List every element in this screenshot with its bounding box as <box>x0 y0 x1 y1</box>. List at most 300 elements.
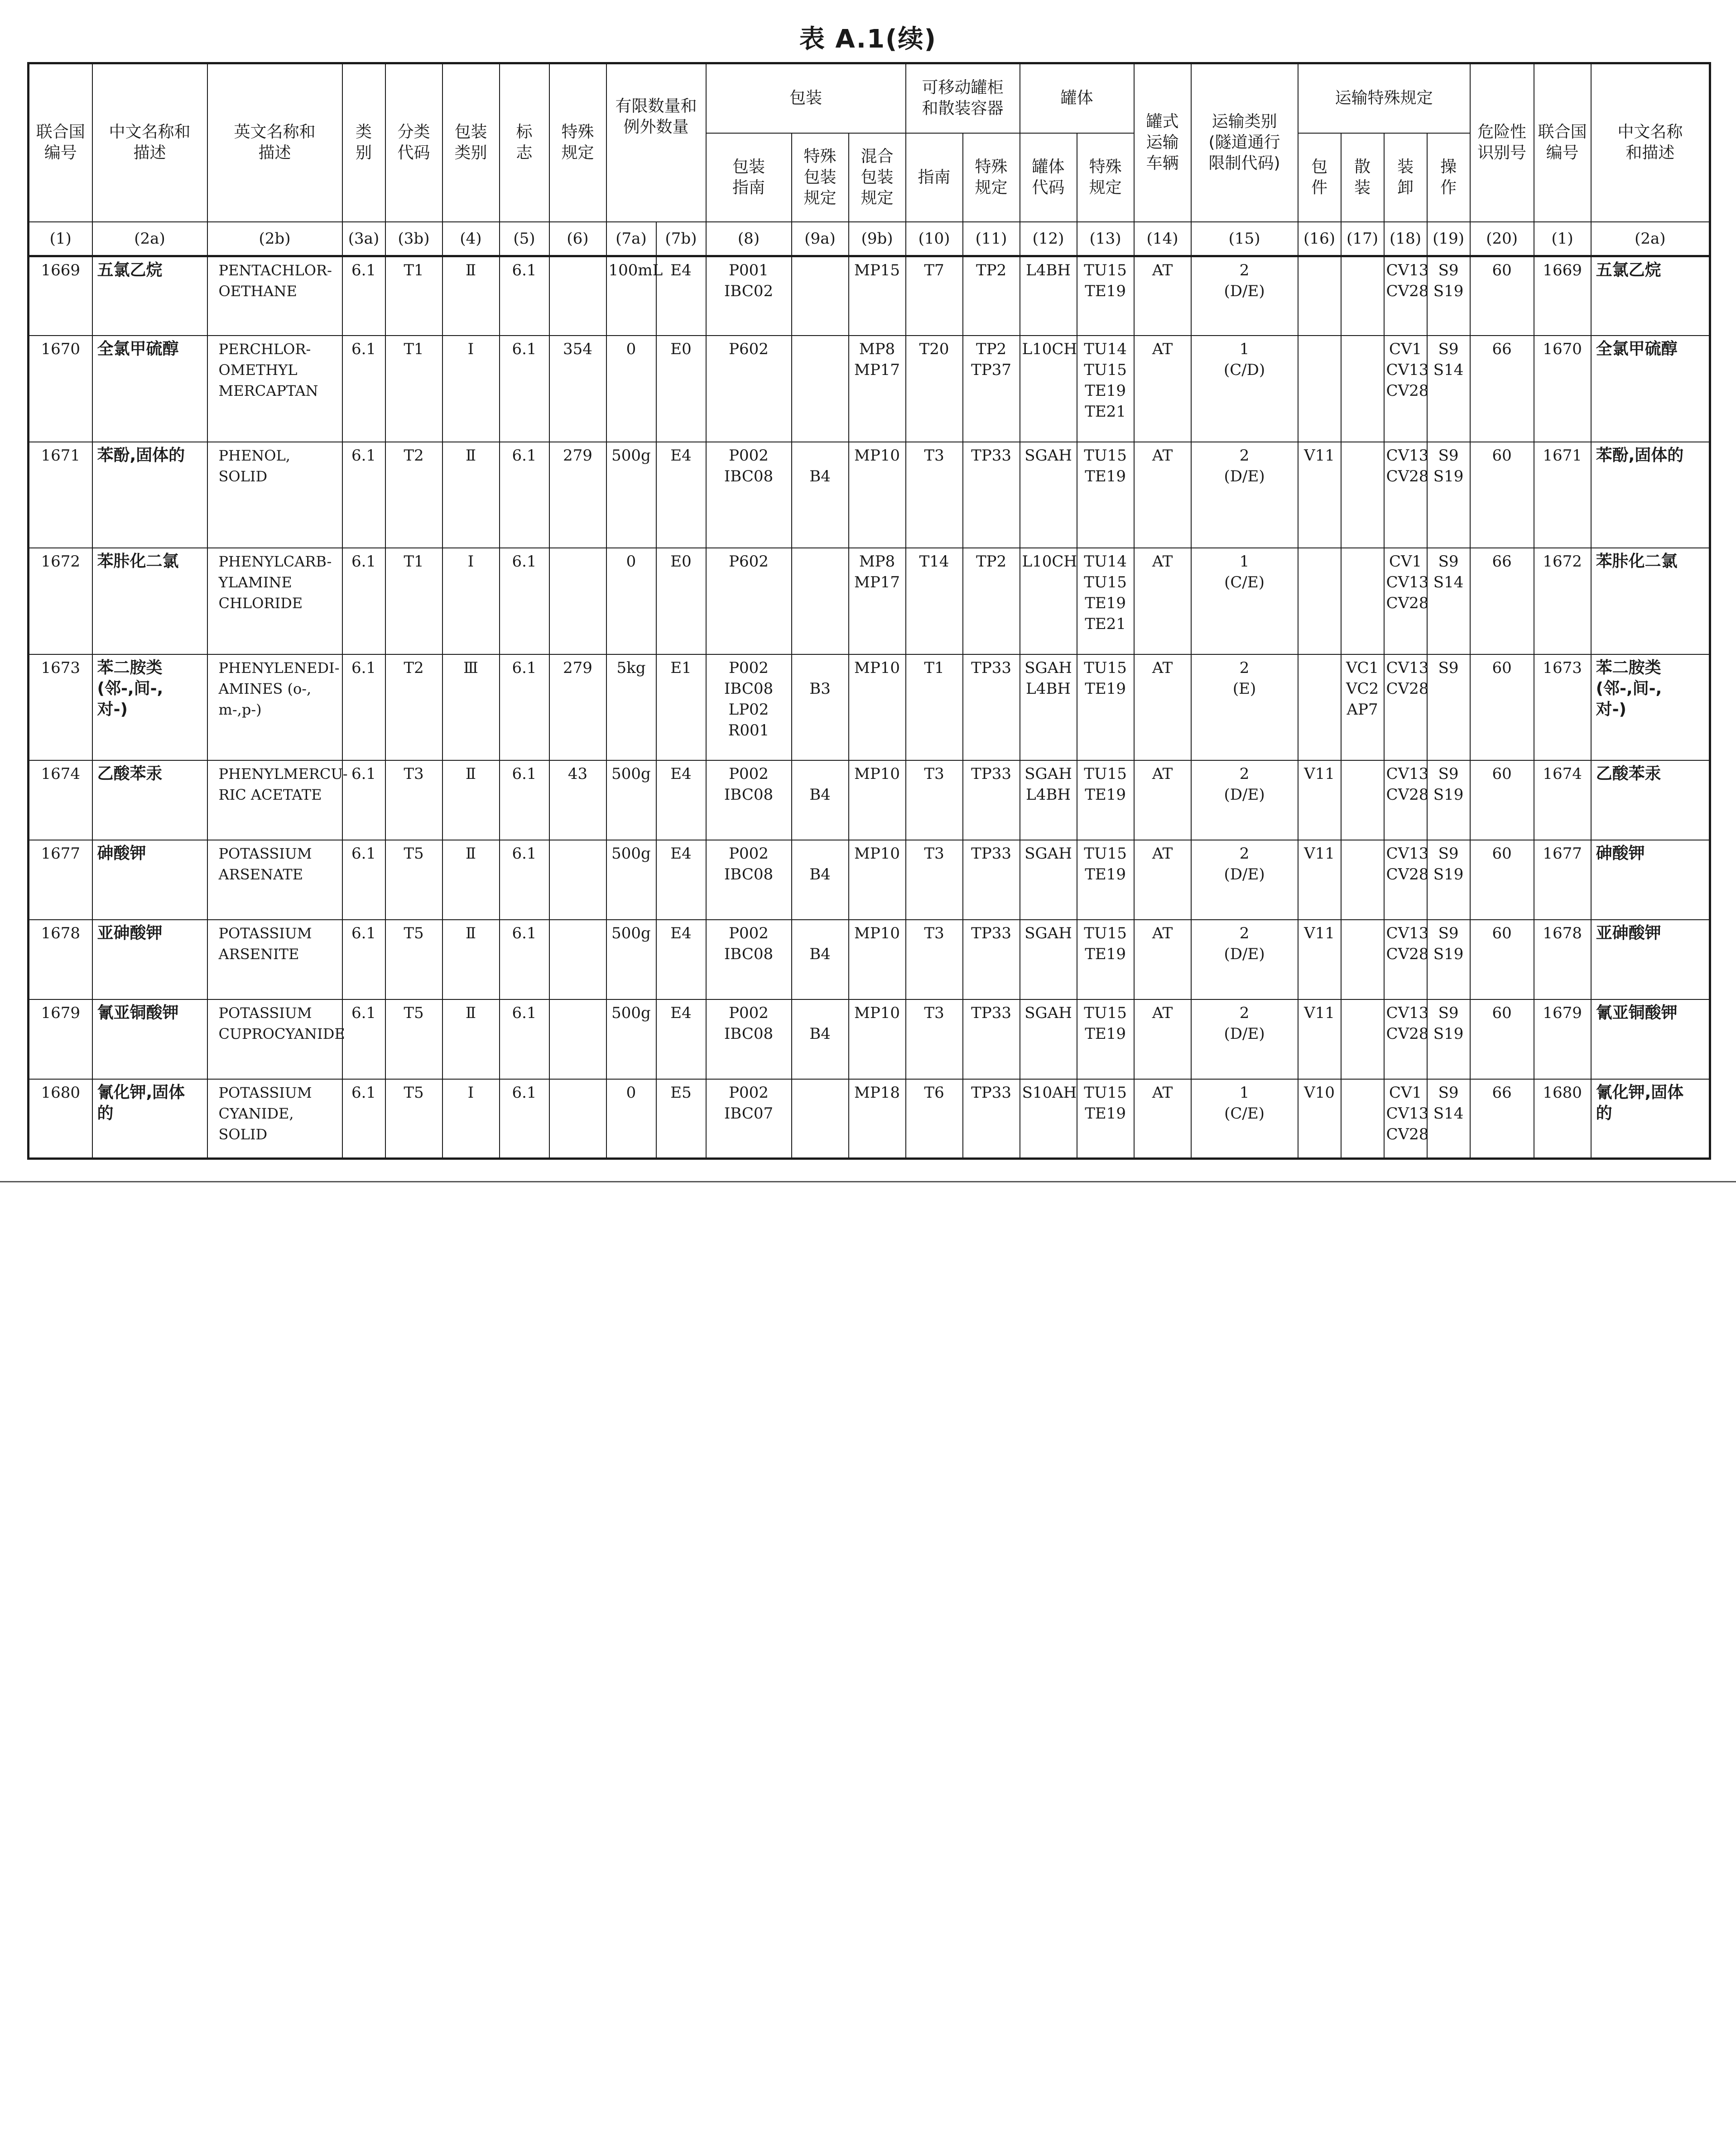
cell-excepted-quantity: E0 <box>656 336 706 442</box>
cell-transport-category: 2 (E) <box>1191 654 1298 760</box>
cell-special-provisions: 279 <box>549 654 606 760</box>
cell-un-number-repeat: 1679 <box>1534 999 1591 1079</box>
table-body <box>29 256 1710 1159</box>
cell-special-provisions: 279 <box>549 442 606 548</box>
cell-ts-operation: S9 S19 <box>1427 840 1470 920</box>
cell-packing-instructions: P001 IBC02 <box>706 256 792 336</box>
cell-portable-special: TP33 <box>963 654 1020 760</box>
cell-classification-code: T2 <box>385 654 442 760</box>
cell-limited-quantity: 0 <box>606 1079 656 1159</box>
cell-portable-special: TP33 <box>963 1079 1020 1159</box>
cell-excepted-quantity: E4 <box>656 840 706 920</box>
cell-tank-special: TU15 TE19 <box>1077 840 1134 920</box>
cell-ts-loading: CV13 CV28 <box>1384 760 1427 840</box>
cell-ts-bulk <box>1341 840 1384 920</box>
cell-english-name: POTASSIUM ARSENITE <box>207 920 342 999</box>
header-portable-instructions: 指南 <box>906 133 963 222</box>
column-number: (9b) <box>849 222 906 256</box>
cell-packing-group: Ⅲ <box>442 654 500 760</box>
cell-ts-operation: S9 <box>1427 654 1470 760</box>
column-number: (17) <box>1341 222 1384 256</box>
cell-limited-quantity: 5kg <box>606 654 656 760</box>
cell-transport-category: 2 (D/E) <box>1191 760 1298 840</box>
cell-label: 6.1 <box>500 442 549 548</box>
cell-classification-code: T1 <box>385 336 442 442</box>
cell-portable-instructions: T3 <box>906 999 963 1079</box>
cell-ts-bulk <box>1341 1079 1384 1159</box>
cell-limited-quantity: 500g <box>606 760 656 840</box>
cell-special-packing-provisions: B4 <box>792 760 849 840</box>
cell-ts-operation: S9 S14 <box>1427 1079 1470 1159</box>
cell-tank-special: TU15 TE19 <box>1077 654 1134 760</box>
cell-label: 6.1 <box>500 1079 549 1159</box>
cell-portable-instructions: T3 <box>906 840 963 920</box>
cell-ts-loading: CV1 CV13 CV28 <box>1384 1079 1427 1159</box>
cell-special-packing-provisions <box>792 1079 849 1159</box>
table-row <box>29 654 1710 760</box>
header-limited-quantities: 有限数量和 例外数量 <box>606 63 706 222</box>
cell-classification-code: T1 <box>385 548 442 654</box>
header-transport-special-provisions: 运输特殊规定 <box>1298 63 1470 133</box>
cell-limited-quantity: 500g <box>606 840 656 920</box>
cell-hazard-id: 60 <box>1470 256 1534 336</box>
cell-english-name: POTASSIUM ARSENATE <box>207 840 342 920</box>
cell-classification-code: T3 <box>385 760 442 840</box>
cell-packing-group: Ⅱ <box>442 442 500 548</box>
cell-tank-special: TU15 TE19 <box>1077 920 1134 999</box>
header-transport-category: 运输类别 (隧道通行 限制代码) <box>1191 63 1298 222</box>
cell-chinese-name: 五氯乙烷 <box>92 256 207 336</box>
header-special-provisions: 特殊 规定 <box>549 63 606 222</box>
column-number: (10) <box>906 222 963 256</box>
page-bottom-rule <box>0 1181 1736 1182</box>
cell-packing-group: Ⅱ <box>442 999 500 1079</box>
cell-english-name: POTASSIUM CYANIDE, SOLID <box>207 1079 342 1159</box>
header-class: 类 别 <box>342 63 385 222</box>
cell-special-packing-provisions: B4 <box>792 920 849 999</box>
cell-transport-category: 1 (C/E) <box>1191 1079 1298 1159</box>
cell-tank-vehicle: AT <box>1134 548 1191 654</box>
header-tanks: 罐体 <box>1020 63 1134 133</box>
cell-ts-packages: V11 <box>1298 999 1341 1079</box>
cell-packing-group: Ⅱ <box>442 256 500 336</box>
cell-ts-operation: S9 S19 <box>1427 760 1470 840</box>
cell-label: 6.1 <box>500 336 549 442</box>
cell-tank-special: TU15 TE19 <box>1077 256 1134 336</box>
cell-hazard-id: 60 <box>1470 760 1534 840</box>
cell-class: 6.1 <box>342 336 385 442</box>
cell-tank-vehicle: AT <box>1134 336 1191 442</box>
cell-tank-special: TU14 TU15 TE19 TE21 <box>1077 548 1134 654</box>
cell-chinese-name: 乙酸苯汞 <box>92 760 207 840</box>
cell-ts-loading: CV13 CV28 <box>1384 654 1427 760</box>
cell-special-provisions <box>549 920 606 999</box>
cell-ts-packages <box>1298 336 1341 442</box>
cell-un-number: 1674 <box>29 760 92 840</box>
cell-tank-special: TU15 TE19 <box>1077 760 1134 840</box>
cell-un-number-repeat: 1671 <box>1534 442 1591 548</box>
header-packing-instructions: 包装 指南 <box>706 133 792 222</box>
cell-tank-vehicle: AT <box>1134 760 1191 840</box>
cell-special-packing-provisions: B4 <box>792 999 849 1079</box>
cell-un-number: 1678 <box>29 920 92 999</box>
cell-hazard-id: 60 <box>1470 442 1534 548</box>
cell-un-number: 1672 <box>29 548 92 654</box>
cell-mixed-packing-provisions: MP15 <box>849 256 906 336</box>
cell-special-packing-provisions: B4 <box>792 840 849 920</box>
cell-tank-vehicle: AT <box>1134 999 1191 1079</box>
cell-ts-loading: CV1 CV13 CV28 <box>1384 336 1427 442</box>
cell-excepted-quantity: E4 <box>656 442 706 548</box>
table-row <box>29 840 1710 920</box>
cell-english-name: PHENYLCARB- YLAMINE CHLORIDE <box>207 548 342 654</box>
column-number: (12) <box>1020 222 1077 256</box>
cell-packing-group: Ⅱ <box>442 760 500 840</box>
cell-chinese-name-repeat: 氰化钾,固体 的 <box>1591 1079 1710 1159</box>
cell-limited-quantity: 500g <box>606 442 656 548</box>
header-ts-loading: 装 卸 <box>1384 133 1427 222</box>
column-number: (3b) <box>385 222 442 256</box>
cell-chinese-name-repeat: 五氯乙烷 <box>1591 256 1710 336</box>
column-number: (2b) <box>207 222 342 256</box>
cell-tank-code: SGAH L4BH <box>1020 760 1077 840</box>
cell-packing-group: Ⅰ <box>442 336 500 442</box>
header-un-number-repeat: 联合国 编号 <box>1534 63 1591 222</box>
cell-transport-category: 2 (D/E) <box>1191 920 1298 999</box>
cell-un-number-repeat: 1673 <box>1534 654 1591 760</box>
cell-limited-quantity: 500g <box>606 920 656 999</box>
cell-chinese-name-repeat: 全氯甲硫醇 <box>1591 336 1710 442</box>
cell-chinese-name: 苯胩化二氯 <box>92 548 207 654</box>
column-number-row <box>29 222 1710 256</box>
cell-ts-operation: S9 S19 <box>1427 999 1470 1079</box>
table-row <box>29 256 1710 336</box>
cell-special-provisions: 354 <box>549 336 606 442</box>
cell-class: 6.1 <box>342 760 385 840</box>
header-chinese-name: 中文名称和 描述 <box>92 63 207 222</box>
column-number: (1) <box>29 222 92 256</box>
cell-limited-quantity: 500g <box>606 999 656 1079</box>
cell-portable-special: TP33 <box>963 999 1020 1079</box>
cell-excepted-quantity: E0 <box>656 548 706 654</box>
cell-tank-special: TU15 TE19 <box>1077 442 1134 548</box>
cell-chinese-name-repeat: 苯二胺类 (邻-,间-, 对-) <box>1591 654 1710 760</box>
cell-hazard-id: 60 <box>1470 920 1534 999</box>
cell-tank-code: SGAH <box>1020 840 1077 920</box>
cell-portable-special: TP2 <box>963 256 1020 336</box>
cell-un-number: 1677 <box>29 840 92 920</box>
cell-limited-quantity: 0 <box>606 336 656 442</box>
cell-un-number-repeat: 1674 <box>1534 760 1591 840</box>
cell-ts-operation: S9 S19 <box>1427 920 1470 999</box>
header-tank-vehicle: 罐式 运输 车辆 <box>1134 63 1191 222</box>
column-number: (7b) <box>656 222 706 256</box>
header-portable-special: 特殊 规定 <box>963 133 1020 222</box>
table-row <box>29 548 1710 654</box>
cell-special-packing-provisions: B4 <box>792 442 849 548</box>
cell-english-name: PHENOL, SOLID <box>207 442 342 548</box>
cell-ts-loading: CV13 CV28 <box>1384 999 1427 1079</box>
cell-ts-bulk <box>1341 442 1384 548</box>
cell-ts-bulk <box>1341 999 1384 1079</box>
cell-english-name: PHENYLENEDI- AMINES (o-, m-,p-) <box>207 654 342 760</box>
cell-tank-special: TU15 TE19 <box>1077 999 1134 1079</box>
cell-packing-instructions: P602 <box>706 336 792 442</box>
header-row-1 <box>29 63 1710 133</box>
cell-transport-category: 2 (D/E) <box>1191 999 1298 1079</box>
cell-portable-special: TP2 <box>963 548 1020 654</box>
header-ts-packages: 包 件 <box>1298 133 1341 222</box>
cell-ts-loading: CV13 CV28 <box>1384 256 1427 336</box>
cell-un-number-repeat: 1672 <box>1534 548 1591 654</box>
cell-mixed-packing-provisions: MP10 <box>849 840 906 920</box>
column-number: (14) <box>1134 222 1191 256</box>
cell-tank-vehicle: AT <box>1134 920 1191 999</box>
cell-chinese-name-repeat: 亚砷酸钾 <box>1591 920 1710 999</box>
header-packaging: 包装 <box>706 63 906 133</box>
column-number: (15) <box>1191 222 1298 256</box>
cell-ts-bulk <box>1341 920 1384 999</box>
cell-special-provisions <box>549 840 606 920</box>
cell-class: 6.1 <box>342 442 385 548</box>
table-title: 表 A.1(续) <box>799 24 937 54</box>
cell-un-number-repeat: 1680 <box>1534 1079 1591 1159</box>
cell-ts-bulk <box>1341 256 1384 336</box>
cell-special-provisions <box>549 1079 606 1159</box>
table-row <box>29 760 1710 840</box>
table-row <box>29 442 1710 548</box>
cell-tank-code: SGAH L4BH <box>1020 654 1077 760</box>
cell-transport-category: 1 (C/E) <box>1191 548 1298 654</box>
cell-excepted-quantity: E4 <box>656 920 706 999</box>
cell-portable-instructions: T14 <box>906 548 963 654</box>
cell-ts-packages <box>1298 654 1341 760</box>
cell-hazard-id: 60 <box>1470 999 1534 1079</box>
column-number: (7a) <box>606 222 656 256</box>
cell-tank-code: S10AH <box>1020 1079 1077 1159</box>
cell-packing-instructions: P002 IBC08 <box>706 760 792 840</box>
table-row <box>29 1079 1710 1159</box>
cell-tank-code: L10CH <box>1020 336 1077 442</box>
cell-hazard-id: 60 <box>1470 840 1534 920</box>
cell-packing-group: Ⅱ <box>442 840 500 920</box>
header-mixed-packing-provisions: 混合 包装 规定 <box>849 133 906 222</box>
cell-label: 6.1 <box>500 654 549 760</box>
cell-un-number-repeat: 1678 <box>1534 920 1591 999</box>
cell-portable-special: TP33 <box>963 760 1020 840</box>
cell-tank-code: SGAH <box>1020 920 1077 999</box>
cell-packing-instructions: P002 IBC08 <box>706 442 792 548</box>
header-tank-code: 罐体 代码 <box>1020 133 1077 222</box>
header-hazard-id: 危险性 识别号 <box>1470 63 1534 222</box>
cell-portable-instructions: T7 <box>906 256 963 336</box>
cell-chinese-name: 苯二胺类 (邻-,间-, 对-) <box>92 654 207 760</box>
column-number: (20) <box>1470 222 1534 256</box>
cell-tank-code: SGAH <box>1020 442 1077 548</box>
cell-portable-special: TP33 <box>963 920 1020 999</box>
cell-tank-code: L10CH <box>1020 548 1077 654</box>
cell-packing-instructions: P602 <box>706 548 792 654</box>
cell-ts-loading: CV13 CV28 <box>1384 442 1427 548</box>
column-number: (11) <box>963 222 1020 256</box>
cell-tank-vehicle: AT <box>1134 840 1191 920</box>
cell-un-number: 1679 <box>29 999 92 1079</box>
cell-ts-bulk <box>1341 548 1384 654</box>
cell-chinese-name: 砷酸钾 <box>92 840 207 920</box>
cell-packing-instructions: P002 IBC08 <box>706 920 792 999</box>
header-portable-tanks: 可移动罐柜 和散装容器 <box>906 63 1020 133</box>
table-row <box>29 920 1710 999</box>
column-number: (19) <box>1427 222 1470 256</box>
cell-packing-group: Ⅰ <box>442 548 500 654</box>
cell-un-number-repeat: 1677 <box>1534 840 1591 920</box>
cell-limited-quantity: 100mL <box>606 256 656 336</box>
cell-excepted-quantity: E4 <box>656 256 706 336</box>
cell-un-number: 1680 <box>29 1079 92 1159</box>
cell-special-packing-provisions <box>792 256 849 336</box>
cell-un-number: 1671 <box>29 442 92 548</box>
cell-hazard-id: 66 <box>1470 548 1534 654</box>
cell-tank-vehicle: AT <box>1134 1079 1191 1159</box>
cell-english-name: PERCHLOR- OMETHYL MERCAPTAN <box>207 336 342 442</box>
cell-chinese-name-repeat: 砷酸钾 <box>1591 840 1710 920</box>
cell-mixed-packing-provisions: MP10 <box>849 760 906 840</box>
cell-class: 6.1 <box>342 256 385 336</box>
column-number: (4) <box>442 222 500 256</box>
cell-chinese-name: 全氯甲硫醇 <box>92 336 207 442</box>
cell-packing-instructions: P002 IBC08 <box>706 999 792 1079</box>
cell-chinese-name: 氰亚铜酸钾 <box>92 999 207 1079</box>
header-english-name: 英文名称和 描述 <box>207 63 342 222</box>
cell-ts-bulk: VC1 VC2 AP7 <box>1341 654 1384 760</box>
dangerous-goods-table-container <box>27 62 1710 1160</box>
column-number: (9a) <box>792 222 849 256</box>
cell-ts-operation: S9 S14 <box>1427 336 1470 442</box>
cell-special-provisions: 43 <box>549 760 606 840</box>
column-number: (1) <box>1534 222 1591 256</box>
header-ts-bulk: 散 装 <box>1341 133 1384 222</box>
cell-chinese-name: 氰化钾,固体 的 <box>92 1079 207 1159</box>
cell-hazard-id: 66 <box>1470 1079 1534 1159</box>
column-number: (3a) <box>342 222 385 256</box>
table-row <box>29 999 1710 1079</box>
cell-mixed-packing-provisions: MP10 <box>849 999 906 1079</box>
cell-un-number: 1673 <box>29 654 92 760</box>
cell-portable-instructions: T3 <box>906 760 963 840</box>
cell-excepted-quantity: E1 <box>656 654 706 760</box>
header-un-number: 联合国 编号 <box>29 63 92 222</box>
cell-portable-special: TP33 <box>963 840 1020 920</box>
cell-chinese-name: 亚砷酸钾 <box>92 920 207 999</box>
cell-label: 6.1 <box>500 920 549 999</box>
header-ts-operation: 操 作 <box>1427 133 1470 222</box>
cell-class: 6.1 <box>342 654 385 760</box>
cell-packing-group: Ⅰ <box>442 1079 500 1159</box>
cell-ts-packages: V11 <box>1298 442 1341 548</box>
header-chinese-name-repeat: 中文名称 和描述 <box>1591 63 1710 222</box>
cell-class: 6.1 <box>342 840 385 920</box>
column-number: (16) <box>1298 222 1341 256</box>
cell-ts-operation: S9 S19 <box>1427 442 1470 548</box>
cell-tank-code: L4BH <box>1020 256 1077 336</box>
cell-ts-packages <box>1298 548 1341 654</box>
cell-hazard-id: 60 <box>1470 654 1534 760</box>
cell-classification-code: T5 <box>385 920 442 999</box>
header-tank-special: 特殊 规定 <box>1077 133 1134 222</box>
dangerous-goods-table <box>27 62 1711 1160</box>
cell-packing-group: Ⅱ <box>442 920 500 999</box>
cell-mixed-packing-provisions: MP10 <box>849 654 906 760</box>
cell-transport-category: 1 (C/D) <box>1191 336 1298 442</box>
header-special-packing-provisions: 特殊 包装 规定 <box>792 133 849 222</box>
cell-chinese-name-repeat: 苯酚,固体的 <box>1591 442 1710 548</box>
cell-chinese-name-repeat: 乙酸苯汞 <box>1591 760 1710 840</box>
table-row <box>29 336 1710 442</box>
cell-packing-instructions: P002 IBC08 LP02 R001 <box>706 654 792 760</box>
cell-label: 6.1 <box>500 548 549 654</box>
cell-chinese-name-repeat: 苯胩化二氯 <box>1591 548 1710 654</box>
cell-transport-category: 2 (D/E) <box>1191 256 1298 336</box>
cell-special-packing-provisions: B3 <box>792 654 849 760</box>
cell-un-number: 1670 <box>29 336 92 442</box>
column-number: (18) <box>1384 222 1427 256</box>
cell-limited-quantity: 0 <box>606 548 656 654</box>
cell-hazard-id: 66 <box>1470 336 1534 442</box>
column-number: (2a) <box>1591 222 1710 256</box>
cell-ts-loading: CV1 CV13 CV28 <box>1384 548 1427 654</box>
cell-ts-bulk <box>1341 760 1384 840</box>
cell-chinese-name-repeat: 氰亚铜酸钾 <box>1591 999 1710 1079</box>
cell-special-provisions <box>549 256 606 336</box>
cell-class: 6.1 <box>342 999 385 1079</box>
cell-ts-packages: V11 <box>1298 760 1341 840</box>
cell-ts-operation: S9 S14 <box>1427 548 1470 654</box>
cell-tank-special: TU15 TE19 <box>1077 1079 1134 1159</box>
cell-un-number-repeat: 1670 <box>1534 336 1591 442</box>
cell-label: 6.1 <box>500 999 549 1079</box>
cell-ts-bulk <box>1341 336 1384 442</box>
cell-portable-instructions: T20 <box>906 336 963 442</box>
cell-english-name: PENTACHLOR- OETHANE <box>207 256 342 336</box>
cell-mixed-packing-provisions: MP10 <box>849 920 906 999</box>
cell-tank-vehicle: AT <box>1134 256 1191 336</box>
cell-un-number: 1669 <box>29 256 92 336</box>
cell-mixed-packing-provisions: MP8 MP17 <box>849 548 906 654</box>
cell-transport-category: 2 (D/E) <box>1191 840 1298 920</box>
cell-ts-packages <box>1298 256 1341 336</box>
cell-ts-operation: S9 S19 <box>1427 256 1470 336</box>
cell-packing-instructions: P002 IBC08 <box>706 840 792 920</box>
cell-portable-special: TP2 TP37 <box>963 336 1020 442</box>
cell-label: 6.1 <box>500 840 549 920</box>
cell-special-provisions <box>549 999 606 1079</box>
header-classification-code: 分类 代码 <box>385 63 442 222</box>
cell-mixed-packing-provisions: MP10 <box>849 442 906 548</box>
column-number: (13) <box>1077 222 1134 256</box>
cell-tank-code: SGAH <box>1020 999 1077 1079</box>
column-number: (5) <box>500 222 549 256</box>
cell-english-name: POTASSIUM CUPROCYANIDE <box>207 999 342 1079</box>
cell-ts-loading: CV13 CV28 <box>1384 920 1427 999</box>
cell-label: 6.1 <box>500 256 549 336</box>
header-label: 标 志 <box>500 63 549 222</box>
cell-ts-loading: CV13 CV28 <box>1384 840 1427 920</box>
cell-class: 6.1 <box>342 920 385 999</box>
cell-ts-packages: V10 <box>1298 1079 1341 1159</box>
cell-class: 6.1 <box>342 1079 385 1159</box>
cell-chinese-name: 苯酚,固体的 <box>92 442 207 548</box>
column-number: (2a) <box>92 222 207 256</box>
